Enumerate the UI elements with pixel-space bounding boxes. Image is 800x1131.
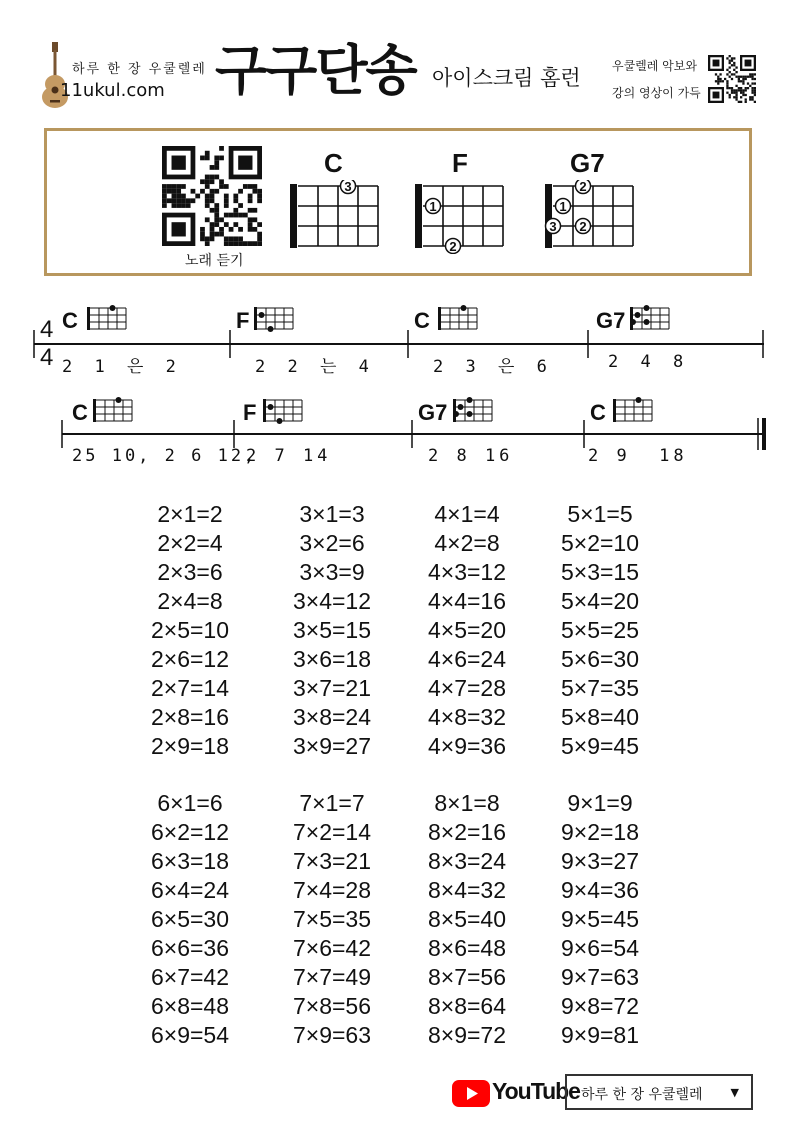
chord-name-g7: G7 (570, 148, 605, 178)
times-table-row: 8×7=56 (427, 964, 507, 990)
finger-dot (458, 404, 464, 410)
times-table-row: 6×5=30 (150, 906, 230, 932)
youtube-wordmark: YouTube (492, 1078, 580, 1104)
svg-text:2: 2 (449, 239, 457, 254)
times-table-row: 5×1=5 (567, 501, 633, 527)
times-table-row: 2×3=6 (157, 559, 223, 585)
lyric-text: 2 9 18 (588, 446, 688, 466)
times-table-row: 4×8=32 (427, 704, 507, 730)
svg-text:2: 2 (579, 180, 587, 194)
times-table-row: 2×9=18 (150, 733, 230, 759)
lyric-text: 25 10, 2 6 12, (72, 446, 258, 466)
brand-url[interactable]: 11ukul.com (60, 80, 165, 101)
finger-dot (110, 305, 116, 311)
chord-name-c: C (324, 148, 343, 178)
times-table-row: 6×9=54 (150, 1022, 230, 1048)
times-table-row: 3×7=21 (292, 675, 372, 701)
time-signature-top: 4 (40, 316, 54, 343)
times-table-row: 3×2=6 (299, 530, 365, 556)
lyric-text: 2 2 는 4 (255, 357, 375, 377)
times-table-row: 7×3=21 (292, 848, 372, 874)
times-table-row: 8×2=16 (427, 819, 507, 845)
finger-dot (268, 404, 274, 410)
times-table-row: 7×9=63 (292, 1022, 372, 1048)
svg-text:3: 3 (549, 219, 557, 234)
times-table-row: 2×5=10 (150, 617, 230, 643)
times-table-row: 3×5=15 (292, 617, 372, 643)
times-table-row: 9×5=45 (560, 906, 640, 932)
listen-song-qr-code-icon[interactable] (162, 146, 262, 246)
times-table-row: 9×4=36 (560, 877, 640, 903)
times-table-row: 5×9=45 (560, 733, 640, 759)
times-table-row: 4×4=16 (427, 588, 507, 614)
times-table-row: 2×2=4 (157, 530, 223, 556)
finger-dot (268, 326, 274, 332)
chevron-down-icon: ▼ (730, 1086, 739, 1099)
times-table-row: 3×8=24 (292, 704, 372, 730)
channel-select-label: 하루 한 장 우쿨렐레 (581, 1087, 703, 1103)
score-chord-label: G7 (418, 400, 448, 425)
promo-text-line2: 강의 영상이 가득 (612, 86, 701, 100)
mini-chord-diagram (262, 396, 304, 426)
times-table-row: 7×4=28 (292, 877, 372, 903)
times-table-row: 4×7=28 (427, 675, 507, 701)
lyric-text: 2 4 8 (608, 352, 690, 372)
times-table-row: 4×9=36 (427, 733, 507, 759)
finger-dot (556, 199, 571, 215)
chord-chart-box (44, 128, 752, 276)
finger-dot (635, 312, 641, 318)
times-table-row: 6×1=6 (157, 790, 223, 816)
times-table-row: 5×8=40 (560, 704, 640, 730)
finger-dot (461, 305, 467, 311)
mini-chord-diagram (86, 304, 128, 334)
svg-text:2: 2 (579, 219, 587, 234)
times-table-row: 2×4=8 (157, 588, 223, 614)
chord-diagram-g7 (543, 180, 639, 254)
times-table-row: 8×4=32 (427, 877, 507, 903)
mini-chord-diagram (253, 304, 295, 334)
website-qr-code-icon[interactable] (708, 55, 756, 103)
times-table-row: 9×7=63 (560, 964, 640, 990)
times-table-2 (120, 500, 260, 761)
times-table-9 (530, 789, 670, 1050)
finger-dot (636, 397, 642, 403)
times-table-row: 9×3=27 (560, 848, 640, 874)
mini-chord-diagram (92, 396, 134, 426)
times-table-row: 6×8=48 (150, 993, 230, 1019)
times-table-row: 2×7=14 (150, 675, 230, 701)
times-table-8 (397, 789, 537, 1050)
lyric-text: 2 7 14 (246, 446, 332, 466)
times-table-row: 5×5=25 (560, 617, 640, 643)
times-table-row: 3×9=27 (292, 733, 372, 759)
finger-dot (644, 319, 650, 325)
score-chord-label: F (243, 400, 257, 425)
times-table-row: 3×4=12 (292, 588, 372, 614)
times-table-row: 4×6=24 (427, 646, 507, 672)
times-table-row: 5×7=35 (560, 675, 640, 701)
times-table-row: 7×5=35 (292, 906, 372, 932)
times-table-4 (397, 500, 537, 761)
times-table-row: 5×3=15 (560, 559, 640, 585)
chord-diagram-c (288, 180, 384, 254)
finger-dot (644, 305, 650, 311)
finger-dot (576, 219, 591, 235)
times-table-row: 7×6=42 (292, 935, 372, 961)
times-table-row: 2×6=12 (150, 646, 230, 672)
times-table-row: 8×5=40 (427, 906, 507, 932)
times-table-row: 4×3=12 (427, 559, 507, 585)
times-table-row: 4×2=8 (434, 530, 500, 556)
finger-dot (453, 411, 459, 417)
times-table-row: 5×4=20 (560, 588, 640, 614)
promo-text-line1: 우쿨렐레 악보와 (612, 59, 697, 73)
times-table-5 (530, 500, 670, 761)
times-table-row: 9×9=81 (560, 1022, 640, 1048)
mini-chord-diagram (437, 304, 479, 334)
times-table-row: 6×4=24 (150, 877, 230, 903)
finger-dot (630, 319, 636, 325)
times-table-row: 9×1=9 (567, 790, 633, 816)
times-table-row: 8×1=8 (434, 790, 500, 816)
mini-chord-diagram (629, 304, 671, 334)
times-table-row: 6×2=12 (150, 819, 230, 845)
svg-text:1: 1 (429, 199, 437, 214)
times-table-row: 3×1=3 (299, 501, 365, 527)
times-table-row: 8×6=48 (427, 935, 507, 961)
times-table-row: 5×2=10 (560, 530, 640, 556)
mini-chord-diagram (452, 396, 494, 426)
times-table-row: 3×6=18 (292, 646, 372, 672)
youtube-play-icon[interactable] (452, 1080, 490, 1107)
score-chord-label: C (590, 400, 606, 425)
times-table-row: 7×7=49 (292, 964, 372, 990)
times-table-6 (120, 789, 260, 1050)
times-table-row: 8×8=64 (427, 993, 507, 1019)
svg-text:1: 1 (559, 199, 567, 214)
song-subtitle: 아이스크림 홈런 (432, 66, 581, 90)
times-table-row: 2×1=2 (157, 501, 223, 527)
times-table-row: 2×8=16 (150, 704, 230, 730)
times-table-row: 4×1=4 (434, 501, 500, 527)
mini-chord-diagram (612, 396, 654, 426)
times-table-row: 7×2=14 (292, 819, 372, 845)
times-table-row: 9×8=72 (560, 993, 640, 1019)
times-table-row: 9×6=54 (560, 935, 640, 961)
finger-dot (467, 411, 473, 417)
finger-dot (426, 199, 441, 215)
finger-dot (259, 312, 265, 318)
times-table-row: 7×1=7 (299, 790, 365, 816)
finger-dot (576, 180, 591, 194)
page-title: 구구단송 (215, 39, 416, 102)
times-table-row: 6×7=42 (150, 964, 230, 990)
time-signature-bottom: 4 (40, 344, 54, 371)
chord-name-f: F (452, 148, 468, 178)
times-table-3 (262, 500, 402, 761)
times-table-row: 9×2=18 (560, 819, 640, 845)
score-chord-label: C (62, 308, 78, 333)
times-table-row: 8×3=24 (427, 848, 507, 874)
lyric-text: 2 1 은 2 (62, 357, 182, 377)
times-table-row: 4×5=20 (427, 617, 507, 643)
times-table-row: 6×3=18 (150, 848, 230, 874)
finger-dot (341, 180, 356, 194)
times-table-row: 7×8=56 (292, 993, 372, 1019)
times-table-row: 5×6=30 (560, 646, 640, 672)
times-table-row: 6×6=36 (150, 935, 230, 961)
score-chord-label: F (236, 308, 250, 333)
score-chord-label: C (72, 400, 88, 425)
score-chord-label: C (414, 308, 430, 333)
finger-dot (446, 239, 461, 255)
times-table-row: 3×3=9 (299, 559, 365, 585)
lyric-text: 2 8 16 (428, 446, 514, 466)
brand-name: 하루 한 장 우쿨렐레 (72, 62, 207, 77)
finger-dot (277, 418, 283, 424)
times-table-7 (262, 789, 402, 1050)
finger-dot (467, 397, 473, 403)
finger-dot (116, 397, 122, 403)
finger-dot (546, 219, 561, 235)
qr-caption: 노래 듣기 (185, 253, 244, 269)
channel-select[interactable] (565, 1074, 753, 1110)
score-chord-label: G7 (596, 308, 626, 333)
lyric-text: 2 3 은 6 (433, 357, 553, 377)
times-table-row: 8×9=72 (427, 1022, 507, 1048)
svg-text:3: 3 (344, 180, 352, 194)
chord-diagram-f (413, 180, 509, 254)
